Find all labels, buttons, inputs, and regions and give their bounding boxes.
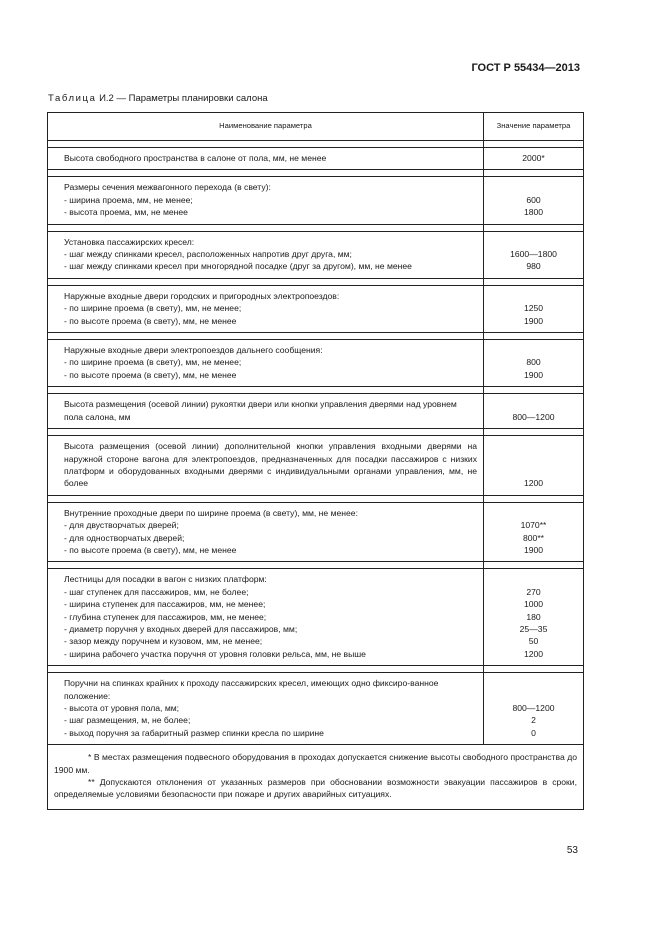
caption-prefix: Таблица — [48, 93, 97, 104]
spacer-cell — [484, 429, 584, 436]
table-body — [48, 141, 584, 810]
value-line: 1900 — [523, 544, 544, 555]
value-cell — [484, 569, 584, 666]
parameter-cell — [48, 340, 484, 387]
notes-row — [48, 745, 584, 810]
spacer-cell — [484, 141, 584, 148]
parameter-line: - по высоте проема (в свету), мм, не менее — [64, 544, 237, 555]
table-row — [48, 673, 584, 745]
value-line: 1900 — [523, 369, 544, 380]
value-line: 180 — [526, 611, 541, 622]
value-line: 1900 — [523, 315, 544, 326]
parameter-cell — [48, 436, 484, 496]
parameter-line: Установка пассажирских кресел: — [64, 236, 195, 247]
footnote: ** Допускаются отклонения от указанных размеров при обосновании возможности эвакуации пассажиров в сроки, определяемые условиями безопасности при пожаре и других аварийных ситуациях. — [54, 777, 577, 800]
parameter-cell — [48, 148, 484, 170]
parameter-line: Лестницы для посадки в вагон с низких платформ: — [64, 574, 267, 585]
spacer-cell — [48, 170, 484, 177]
row-spacer — [48, 387, 584, 394]
value-line: 2 — [531, 715, 536, 726]
value-line: 800** — [522, 532, 545, 543]
value-line: 1000 — [523, 599, 544, 610]
spacer-cell — [48, 333, 484, 340]
table-row — [48, 436, 584, 496]
row-spacer — [48, 429, 584, 436]
parameters-table — [47, 112, 584, 810]
parameter-cell — [48, 177, 484, 224]
parameter-cell — [48, 673, 484, 745]
parameter-line: Наружные входные двери городских и пригородных электропоездов: — [64, 290, 340, 301]
value-cell — [484, 394, 584, 429]
spacer-cell — [48, 495, 484, 502]
spacer-cell — [484, 278, 584, 285]
parameter-line: - по высоте проема (в свету), мм, не менее — [64, 315, 237, 326]
page-number: 53 — [566, 845, 578, 856]
table-row — [48, 569, 584, 666]
parameter-line: - для двустворчатых дверей; — [64, 520, 179, 531]
parameter-cell — [48, 394, 484, 429]
parameter-line: - зазор между поручнем и кузовом, мм, не менее; — [64, 636, 263, 647]
value-line: 1800 — [523, 207, 544, 218]
parameter-cell — [48, 569, 484, 666]
footnote: * В местах размещения подвесного оборудования в проходах допускается снижение высоты свободного пространства до 1900 мм. — [54, 752, 577, 775]
parameter-cell — [48, 502, 484, 562]
parameter-line: - шаг между спинками кресел при многорядной посадке (друг за другом), мм, не менее — [64, 261, 412, 272]
parameter-line: Высота свободного пространства в салоне от пола, мм, не менее — [64, 153, 327, 163]
value-line: 1200 — [523, 648, 544, 659]
column-header-value: Значение параметра — [484, 113, 584, 141]
value-cell — [484, 177, 584, 224]
parameter-line: - по высоте проема (в свету), мм, не менее — [64, 369, 237, 380]
parameter-line: Поручни на спинках крайних к проходу пассажирских кресел, имеющих одно фиксиро-ванное положение: — [64, 678, 439, 701]
value-line: 800—1200 — [512, 703, 555, 713]
standard-code: ГОСТ Р 55434—2013 — [471, 62, 580, 74]
row-spacer — [48, 170, 584, 177]
value-line: 270 — [526, 586, 541, 597]
spacer-cell — [484, 666, 584, 673]
spacer-cell — [484, 333, 584, 340]
table-row — [48, 148, 584, 170]
value-line: 1250 — [523, 303, 544, 314]
table-row — [48, 502, 584, 562]
parameter-line: - высота проема, мм, не менее — [64, 207, 188, 218]
row-spacer — [48, 278, 584, 285]
row-spacer — [48, 562, 584, 569]
value-line: 800 — [526, 357, 541, 368]
value-cell — [484, 340, 584, 387]
parameter-line: Высота размещения (осевой линии) рукоятки двери или кнопки управления дверями над уровнем пола салона, мм — [64, 399, 457, 422]
parameter-line: - шаг размещения, м, не более; — [64, 715, 191, 726]
value-line: 980 — [526, 261, 541, 272]
value-cell — [484, 148, 584, 170]
value-line: 1070** — [520, 520, 547, 531]
parameter-line: - шаг между спинками кресел, расположенных напротив друг друга, мм; — [64, 249, 352, 260]
row-spacer — [48, 333, 584, 340]
parameter-cell — [48, 285, 484, 332]
parameter-cell — [48, 231, 484, 278]
row-spacer — [48, 495, 584, 502]
row-spacer — [48, 141, 584, 148]
parameter-line: - высота от уровня пола, мм; — [64, 703, 180, 713]
parameter-line: - ширина проема, мм, не менее; — [64, 194, 193, 205]
parameter-line: - шаг ступенек для пассажиров, мм, не более; — [64, 586, 249, 597]
column-header-parameter: Наименование параметра — [48, 113, 484, 141]
parameter-line: - выход поручня за габаритный размер спинки кресла по ширине — [64, 727, 324, 738]
table-row — [48, 231, 584, 278]
parameter-line: - по ширине проема (в свету), мм, не менее; — [64, 357, 242, 368]
spacer-cell — [48, 429, 484, 436]
parameter-line: Наружные входные двери электропоездов дальнего сообщения: — [64, 345, 323, 356]
table-row — [48, 177, 584, 224]
table-row — [48, 340, 584, 387]
value-line: 800—1200 — [512, 411, 555, 422]
spacer-cell — [484, 224, 584, 231]
parameter-line: - глубина ступенек для пассажиров, мм, не менее; — [64, 611, 267, 622]
value-line: 2000* — [522, 153, 545, 163]
value-line: 0 — [531, 727, 536, 738]
parameter-line: - по ширине проема (в свету), мм, не менее; — [64, 303, 242, 314]
value-line: 1600—1800 — [510, 249, 557, 260]
parameter-line: - для одностворчатых дверей; — [64, 532, 185, 543]
spacer-cell — [48, 562, 484, 569]
caption-title: И.2 — Параметры планировки салона — [96, 93, 268, 104]
parameter-line: - ширина рабочего участка поручня от уровня головки рельса, мм, не выше — [64, 648, 366, 659]
spacer-cell — [484, 170, 584, 177]
spacer-cell — [48, 141, 484, 148]
parameter-line: - диаметр поручня у входных дверей для пассажиров, мм; — [64, 623, 298, 634]
spacer-cell — [48, 387, 484, 394]
value-line: 600 — [526, 194, 541, 205]
parameter-line: Высота размещения (осевой линии) дополнительной кнопки управления входными дверями на наружной стороне вагона для электропоездов, предназначенных для посадки пассажиров с низких платформ и оборудованных входными дверями с индивидуальными органами управления, мм, не более — [64, 441, 477, 489]
footnotes-cell — [48, 745, 584, 810]
spacer-cell — [484, 495, 584, 502]
row-spacer — [48, 224, 584, 231]
value-line: 25—35 — [519, 623, 548, 634]
row-spacer — [48, 666, 584, 673]
parameter-line: Внутренние проходные двери по ширине проема (в свету), мм, не менее: — [64, 507, 358, 518]
spacer-cell — [484, 562, 584, 569]
spacer-cell — [48, 224, 484, 231]
value-cell — [484, 673, 584, 745]
parameter-line: - ширина ступенек для пассажиров, мм, не менее; — [64, 599, 266, 610]
table-row — [48, 285, 584, 332]
spacer-cell — [484, 387, 584, 394]
table-row — [48, 394, 584, 429]
parameter-line: Размеры сечения межвагонного перехода (в свету): — [64, 182, 271, 193]
value-line: 1200 — [523, 478, 544, 489]
table-caption — [48, 93, 268, 104]
value-cell — [484, 436, 584, 496]
value-cell — [484, 285, 584, 332]
spacer-cell — [48, 666, 484, 673]
table-header-row — [48, 113, 584, 141]
value-cell — [484, 231, 584, 278]
spacer-cell — [48, 278, 484, 285]
value-line: 50 — [528, 636, 539, 647]
value-cell — [484, 502, 584, 562]
